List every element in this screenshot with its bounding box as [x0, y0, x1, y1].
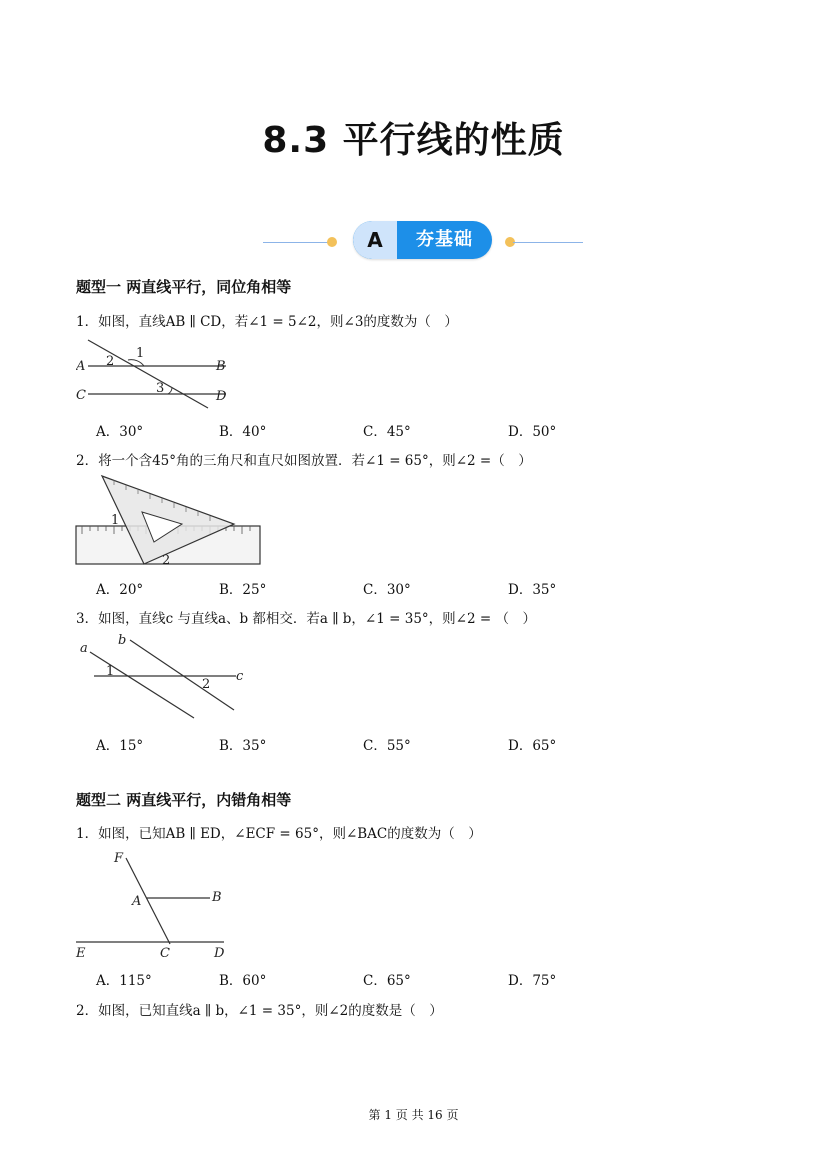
label-C: C: [160, 946, 170, 960]
figure-lines-ab-ed: [74, 848, 234, 960]
option-1-3-c: C．55°: [363, 738, 411, 754]
label-2: 2: [202, 677, 211, 692]
banner-dot-left: [327, 237, 337, 247]
question-2-1: 1．如图，已知AB ∥ ED，∠ECF = 65°，则∠BAC的度数为（ ）: [76, 826, 482, 842]
section-heading-1: 题型一 两直线平行，同位角相等: [76, 278, 292, 296]
option-2-1-c: C．65°: [363, 973, 411, 989]
page-title: 8.3 平行线的性质: [262, 120, 565, 161]
option-1-1-a: A．30°: [96, 424, 144, 440]
label-3: 3: [156, 381, 165, 396]
page-footer: 第 1 页 共 16 页: [368, 1108, 459, 1122]
option-1-3-a: A．15°: [96, 738, 144, 754]
label-2: 2: [106, 354, 115, 369]
banner-letter: A: [353, 221, 397, 259]
label-2: 2: [162, 553, 171, 568]
option-2-1-a: A．115°: [96, 973, 152, 989]
figure-parallel-lines-ab-cd: [76, 336, 236, 410]
figure-triangle-ruler: [74, 474, 264, 568]
question-1-1: 1．如图，直线AB ∥ CD，若∠1 = 5∠2，则∠3的度数为（ ）: [76, 314, 458, 330]
label-c: c: [236, 669, 244, 684]
question-2-2: 2．如图，已知直线a ∥ b，∠1 = 35°，则∠2的度数是（ ）: [76, 1003, 443, 1019]
option-1-1-c: C．45°: [363, 424, 411, 440]
label-C: C: [76, 388, 86, 403]
option-2-1-b: B．60°: [219, 973, 267, 989]
option-1-2-c: C．30°: [363, 582, 411, 598]
label-D: D: [214, 946, 225, 960]
option-1-2-d: D．35°: [508, 582, 557, 598]
label-a: a: [80, 641, 88, 656]
label-1: 1: [136, 346, 145, 361]
option-2-1-d: D．75°: [508, 973, 557, 989]
label-A: A: [76, 359, 86, 374]
label-1: 1: [111, 513, 120, 528]
question-1-3: 3．如图，直线c 与直线a、b 都相交．若a ∥ b，∠1 = 35°，则∠2 = （ ）: [76, 611, 536, 627]
label-B: B: [216, 359, 226, 374]
label-b: b: [118, 633, 127, 648]
figure-lines-a-b-c: [76, 632, 256, 720]
option-1-2-b: B．25°: [219, 582, 267, 598]
option-1-3-d: D．65°: [508, 738, 557, 754]
banner-line-left: [263, 242, 331, 243]
option-1-1-d: D．50°: [508, 424, 557, 440]
label-A: A: [132, 894, 142, 909]
label-B: B: [212, 890, 222, 905]
label-F: F: [114, 851, 124, 866]
label-D: D: [216, 389, 227, 404]
banner-line-right: [513, 242, 583, 243]
option-1-1-b: B．40°: [219, 424, 267, 440]
option-1-2-a: A．20°: [96, 582, 144, 598]
label-E: E: [76, 946, 86, 960]
option-1-3-b: B．35°: [219, 738, 267, 754]
banner-text: 夯基础: [416, 229, 473, 250]
banner-pill: [353, 221, 492, 259]
label-1: 1: [106, 664, 115, 679]
question-1-2: 2．将一个含45°角的三角尺和直尺如图放置．若∠1 = 65°，则∠2 =（ ）: [76, 453, 532, 469]
section-heading-2: 题型二 两直线平行，内错角相等: [76, 791, 292, 809]
section-banner: [263, 221, 583, 261]
